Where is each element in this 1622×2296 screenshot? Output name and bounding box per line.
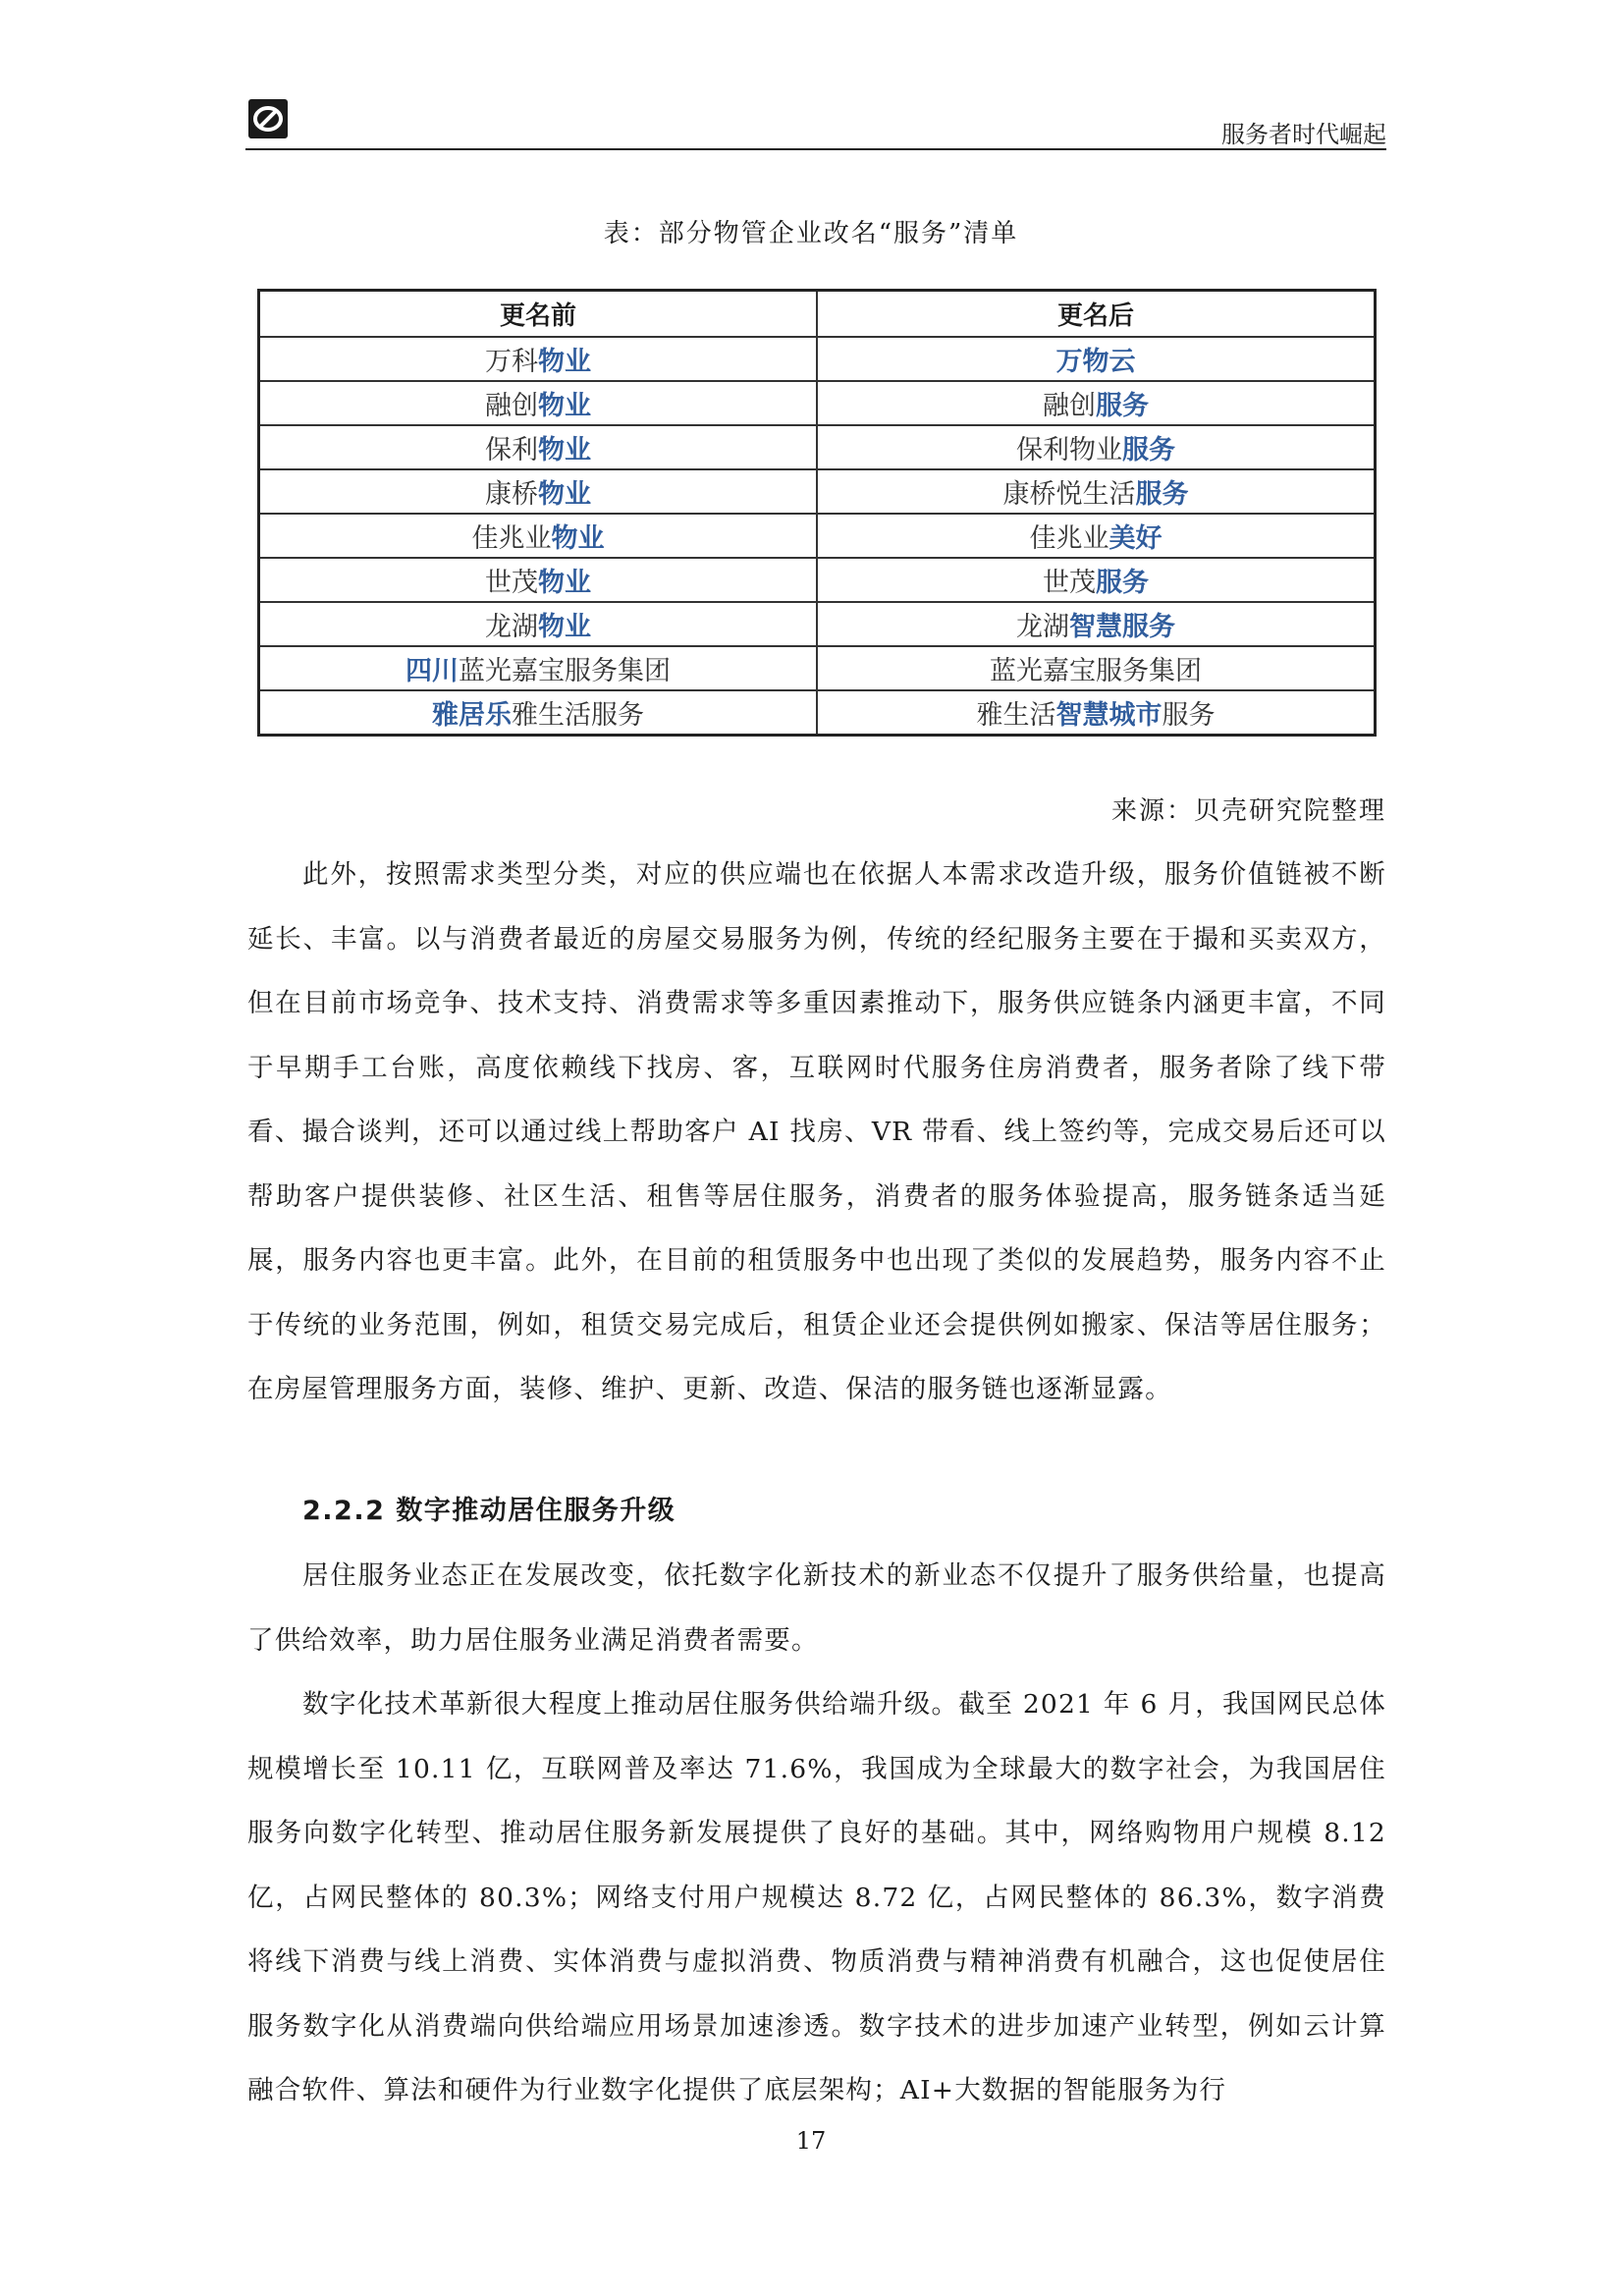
cell-after [817,425,1376,469]
highlighted-text: 物业 [538,479,591,510]
cell-text: 世茂 [485,568,538,598]
cell-text: 融创 [485,391,538,421]
body-paragraph-3: 数字化技术革新很大程度上推动居住服务供给端升级。截至 2021 年 6 月，我国网民总体规模增长至 10.11 亿，互联网普及率达 71.6%，我国成为全球最大的数字社会，为我国居住服务向数字化转型、推动居住服务新发展提供了良好的基础。其中，网络购物用户规模 8.12 亿，占网民整体的 80.3%；网络支付用户规模达 8.72 亿，占网民整体的 86.3%，数字消费将线下消费与线上消费、实体消费与虚拟消费、物质消费与精神消费有机融合，这也促使居住服务数字化从消费端向供给端应用场景加速渗透。数字技术的进步加速产业转型，例如云计算融合软件、算法和硬件为行业数字化提供了底层架构；AI+大数据的智能服务为行 [247,1689,1386,2105]
highlighted-text: 服务 [1096,391,1149,421]
cell-before [259,469,818,514]
table-row [259,469,1376,514]
table-row [259,690,1376,736]
highlighted-text: 服务 [1122,435,1175,465]
cell-text: 万科 [485,347,538,377]
cell-before [259,558,818,602]
cell-before [259,514,818,558]
table-row [259,646,1376,690]
cell-text: 佳兆业 [1029,523,1109,554]
cell-text: 雅生活 [976,700,1056,731]
highlighted-text: 物业 [538,347,591,377]
highlighted-text: 服务 [1096,568,1149,598]
cell-after [817,602,1376,646]
cell-text: 蓝光嘉宝服务集团 [990,656,1202,686]
cell-before [259,690,818,736]
highlighted-text: 万物云 [1055,347,1136,377]
highlighted-text: 智慧城市 [1055,700,1162,731]
cell-text: 康桥悦生活 [1002,479,1136,510]
table-row [259,558,1376,602]
highlighted-text: 雅居乐 [432,700,512,731]
cell-text: 融创 [1043,391,1096,421]
company-logo-icon [247,98,289,139]
cell-text: 雅生活服务 [512,700,644,731]
highlighted-text: 四川 [406,656,459,686]
body-paragraph-1: 此外，按照需求类型分类，对应的供应端也在依据人本需求改造升级，服务价值链被不断延长、丰富。以与消费者最近的房屋交易服务为例，传统的经纪服务主要在于撮和买卖双方，但在目前市场竞争、技术支持、消费需求等多重因素推动下，服务供应链条内涵更丰富，不同于早期手工台账，高度依赖线下找房、客，互联网时代服务住房消费者，服务者除了线下带看、撮合谈判，还可以通过线上帮助客户 AI 找房、VR 带看、线上签约等，完成交易后还可以帮助客户提供装修、社区生活、租售等居住服务，消费者的服务体验提高，服务链条适当延展，服务内容也更丰富。此外，在目前的租赁服务中也出现了类似的发展趋势，服务内容不止于传统的业务范围，例如，租赁交易完成后，租赁企业还会提供例如搬家、保洁等居住服务；在房屋管理服务方面，装修、维护、更新、改造、保洁的服务链也逐渐显露。 [247,859,1386,1404]
table-row [259,381,1376,425]
cell-after [817,690,1376,736]
cell-after [817,646,1376,690]
cell-before [259,381,818,425]
table-row [259,514,1376,558]
cell-text: 佳兆业 [471,523,552,554]
highlighted-text: 物业 [538,435,591,465]
cell-text: 保利物业 [1016,435,1122,465]
cell-text: 服务 [1162,700,1216,731]
highlighted-text: 智慧服务 [1069,612,1175,642]
column-header-before: 更名前 [259,291,818,338]
table-source: 来源：贝壳研究院整理 [1110,796,1386,826]
highlighted-text: 物业 [538,391,591,421]
table-row [259,425,1376,469]
cell-before [259,646,818,690]
cell-before [259,602,818,646]
highlighted-text: 美好 [1108,523,1162,554]
body-paragraph-2: 居住服务业态正在发展改变，依托数字化新技术的新业态不仅提升了服务供给量，也提高了供给效率，助力居住服务业满足消费者需要。 [247,1560,1386,1656]
cell-text: 龙湖 [1016,612,1069,642]
cell-text: 保利 [485,435,538,465]
table-body [259,337,1376,736]
cell-text: 龙湖 [485,612,538,642]
column-header-after: 更名后 [817,291,1376,338]
table-row [259,337,1376,381]
cell-after [817,469,1376,514]
rename-table [257,289,1377,737]
cell-text: 世茂 [1043,568,1096,598]
cell-before [259,337,818,381]
table-row [259,602,1376,646]
cell-after [817,381,1376,425]
cell-text: 蓝光嘉宝服务集团 [459,656,671,686]
cell-after [817,558,1376,602]
cell-after [817,514,1376,558]
cell-before [259,425,818,469]
highlighted-text: 物业 [551,523,605,554]
page-number: 17 [795,2127,827,2155]
highlighted-text: 物业 [538,568,591,598]
highlighted-text: 物业 [538,612,591,642]
section-heading: 2.2.2 数字推动居住服务升级 [302,1496,676,1526]
header-divider [245,148,1386,150]
header-title: 服务者时代崛起 [1221,121,1386,148]
table-caption: 表：部分物管企业改名“服务”清单 [603,219,1019,248]
table-header-row [259,291,1376,338]
highlighted-text: 服务 [1135,479,1189,510]
cell-after [817,337,1376,381]
cell-text: 康桥 [485,479,538,510]
